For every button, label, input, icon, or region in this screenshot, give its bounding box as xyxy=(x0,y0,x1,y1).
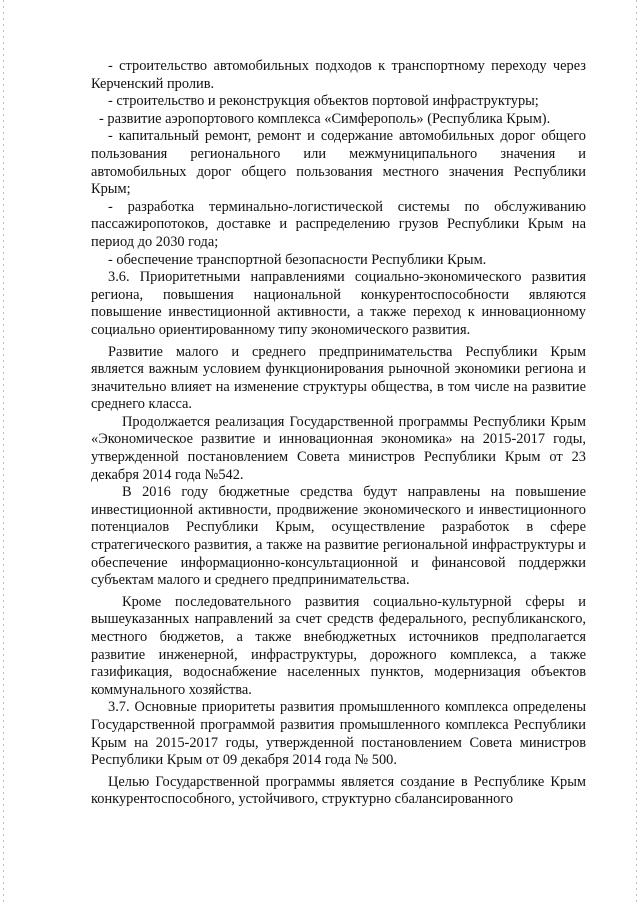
paragraph-logistics-system: - разработка терминально-логистической системы по обслуживанию пассажиропотоков, доставке и распределению грузов Республики Крым на период до 2030 года; xyxy=(91,198,586,250)
paragraph-3-7-industry: 3.7. Основные приоритеты развития промышленного комплекса определены Государственной программой развития промышленного комплекса Республики Крым на 2015-2017 годы, утвержденной постановлением Совета министров Республики Крым от 09 декабря 2014 года № 500. xyxy=(91,699,586,769)
paragraph-bridge-approaches: - строительство автомобильных подходов к транспортному переходу через Керченский пролив. xyxy=(91,58,586,92)
paragraph-3-6-priorities: 3.6. Приоритетными направлениями социально-экономического развития региона, повышения национальной конкурентоспособности являются повышение инвестиционной активности, а также переход к инновационному социально ориентированному типу экономического развития. xyxy=(91,269,586,338)
scan-edge-right xyxy=(636,0,637,905)
paragraph-transport-security: - обеспечение транспортной безопасности Республики Крым. xyxy=(108,251,487,268)
document-body xyxy=(91,58,586,809)
paragraph-infrastructure-development: Кроме последовательного развития социально-культурной сферы и вышеуказанных направлений за счет средств федерального, республиканского, местного бюджетов, а также внебюджетных источников предполагается развитие инженерной, инфраструктуры, дорожного комплекса, а также газификация, водоснабжение населенных пунктов, модернизация объектов коммунального хозяйства. xyxy=(91,593,586,698)
paragraph-port-infrastructure: - строительство и реконструкция объектов портовой инфраструктуры; xyxy=(108,93,539,110)
paragraph-state-program-economy: Продолжается реализация Государственной программы Республики Крым «Экономическое развитие и инновационная экономика» на 2015-2017 годы, утвержденной постановлением Совета министров Республики Крым от 23 декабря 2014 года №542. xyxy=(91,413,586,483)
paragraph-program-goal: Целью Государственной программы является создание в Республике Крым конкурентоспособного, устойчивого, структурно сбалансированного xyxy=(91,773,586,808)
paragraph-airport-complex: - развитие аэропортового комплекса «Симферополь» (Республика Крым). xyxy=(99,110,551,127)
scan-edge-left xyxy=(3,0,4,905)
paragraph-small-business: Развитие малого и среднего предпринимательства Республики Крым является важным условием функционирования рыночной экономики региона и значительно влияет на изменение структуры общества, в том числе на развитие среднего класса. xyxy=(91,343,586,413)
paragraph-budget-2016: В 2016 году бюджетные средства будут направлены на повышение инвестиционной активности, продвижение экономического и инвестиционного потенциалов Республики Крым, осуществление разработок в сфере стратегического развития, а также на развитие региональной инфраструктуры и обеспечение информационно-консультационной и финансовой поддержки субъектам малого и среднего предпринимательства. xyxy=(91,484,586,589)
paragraph-road-repair: - капитальный ремонт, ремонт и содержание автомобильных дорог общего пользования регионального или межмуниципального значения и автомобильных дорог общего пользования местного значения Республики Крым; xyxy=(91,128,586,198)
